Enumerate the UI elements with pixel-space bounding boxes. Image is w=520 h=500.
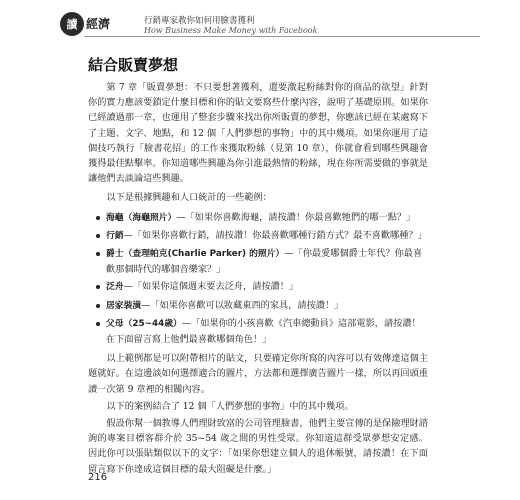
series-badge: 讀 <box>60 12 84 36</box>
series-label: 經濟 <box>86 17 111 31</box>
section-title: 結合販賣夢想 <box>88 56 179 74</box>
example-text: —「如果你喜歡海龜，請按讚！你最喜歡牠們的哪一點？」 <box>176 211 416 223</box>
example-text: —「如果你這個週末要去泛舟，請按讚！」 <box>123 281 299 293</box>
example-label: 泛舟 <box>106 282 124 293</box>
examples-list <box>88 210 428 348</box>
example-text: —「如果你的小孩喜歡《汽車總動員》這部電影，請按讚！在下面留言寫上他們最喜歡哪個角色！」 <box>106 317 421 346</box>
book-title-en: How Business Make Money with Facebook <box>144 26 318 35</box>
example-label: 爵士（查理帕克(Charlie Parker) 的照片） <box>106 249 285 260</box>
paragraph: 假設你幫一個教導人們理財致富的公司管理臉書，他們主要宣傳的是保險理財諮詢的專案目標客群介於 35~54 歲之間的男性受眾。你知道這群受眾夢想安定感。因此你可以張貼類似以下的文字：「如果你想建立個人的退休帳號，請按讚！在下面留言寫下你達成這個目標的最大阻礙是什麼。」 <box>88 418 428 475</box>
page-number: 216 <box>88 472 108 483</box>
example-label: 居家裝潢 <box>106 300 142 311</box>
example-text: —「如果你喜歡行銷，請按讚！你最喜歡哪種行銷方式？最不喜歡哪種？」 <box>123 229 427 241</box>
running-header <box>60 12 480 42</box>
paragraph: 以下的案例結合了 12 個「人們夢想的事物」中的其中幾項。 <box>106 400 354 412</box>
paragraph: 以上範例都是可以附帶相片的貼文，只要確定你所寫的內容可以有效傳達這個主題就好。在這邊談如何選擇適合的圖片，方法都和選擇廣告圖片一樣，所以再回頭重讀一次第 9 章裡的相關內容。 <box>88 353 428 395</box>
list-item <box>94 298 428 314</box>
paragraph: 第 7 章「販賣夢想：不只要想著獲利，還要激起粉絲對你的商品的欲望」針對你的實力應該要鎖定什麼目標和你的貼文要寫些什麼內容，說明了基礎原則。如果你已經讀過那一章，也運用了整套步驟來找出你所販賣的夢想，你應該已經在某處寫下了主題、文字、地點，和 12 個「人們夢想的事物」中的其中幾項。如果你運用了這個技巧執行「臉書花招」的工作來獲取粉絲（見第 10 章），你就會看到哪些興趣會獲得最佳點擊率。你知道哪些興趣為你引進最熱情的粉絲，現在你所需要做的事就是讓他們去談論這些興趣。 <box>88 82 428 185</box>
list-item <box>94 210 428 226</box>
example-label: 父母（25~44歲） <box>106 318 182 329</box>
example-text: —「你最愛哪個爵士年代？你最喜歡那個時代的哪個音樂家？」 <box>106 248 423 276</box>
list-item <box>94 246 428 277</box>
book-title-zh: 行銷專家教你如何用臉書獲利 <box>144 16 255 26</box>
example-text: —「如果你喜歡可以妝藏東西的家具，請按讚！」 <box>141 299 344 311</box>
paragraph: 以下是根據興趣和人口統計的一些範例： <box>106 192 272 204</box>
list-item <box>94 228 428 244</box>
example-label: 海龜（海龜照片） <box>106 212 177 223</box>
body-text <box>88 80 428 479</box>
list-item <box>94 279 428 295</box>
example-label: 行銷 <box>106 230 124 241</box>
list-item <box>94 316 428 347</box>
header-rule <box>84 36 480 37</box>
